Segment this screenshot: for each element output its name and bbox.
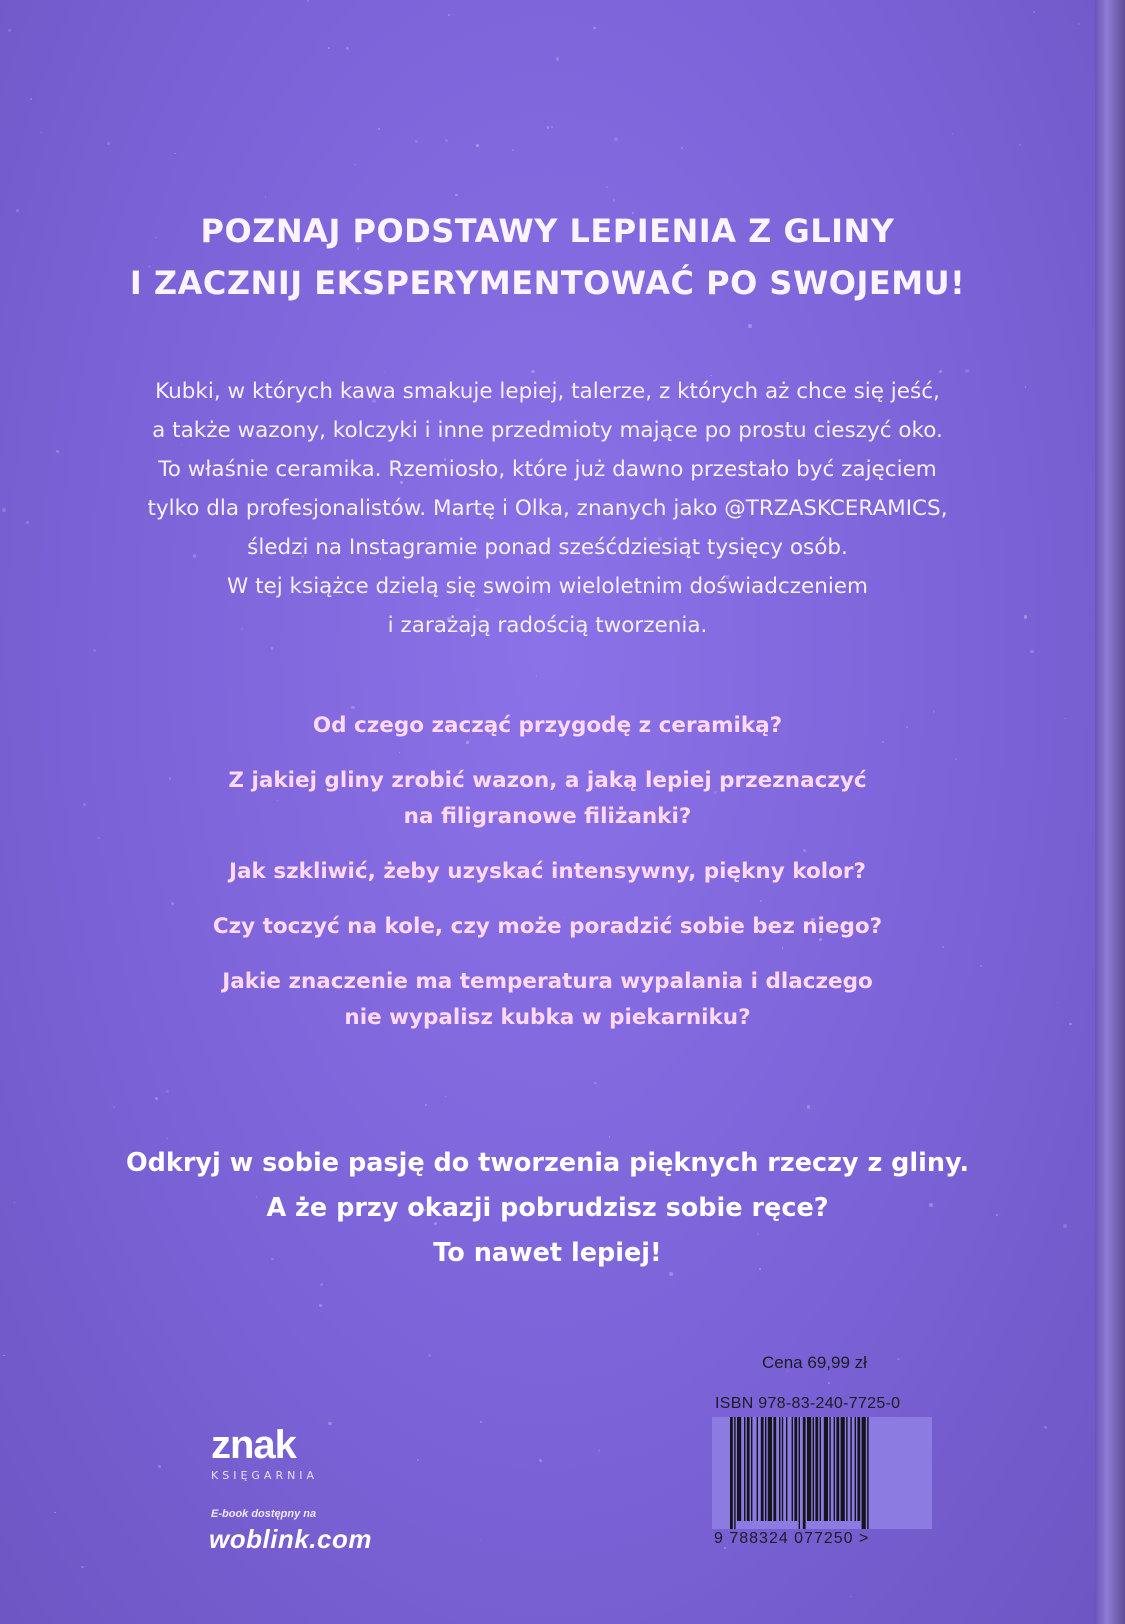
barcode-bar	[855, 1417, 856, 1521]
paper-speck	[417, 1459, 419, 1461]
barcode-bar	[744, 1417, 745, 1521]
closing-line: Odkryj w sobie pasję do tworzenia pięknych rzeczy z gliny.	[125, 1148, 970, 1178]
question-line: nie wypalisz kubka w piekarniku?	[344, 1005, 751, 1030]
question-line: na filigranowe filiżanki?	[403, 804, 692, 829]
paper-speck	[265, 196, 266, 197]
intro-line: Kubki, w których kawa smakuje lepiej, talerze, z których aż chce się jeść,	[155, 379, 940, 404]
question-item	[0, 763, 1095, 835]
paper-speck	[1033, 11, 1035, 13]
barcode-bar	[761, 1417, 764, 1521]
intro-line: śledzi na Instagramie ponad sześćdziesiąt tysięcy osób.	[247, 535, 848, 560]
paper-speck	[536, 675, 537, 676]
paper-speck	[681, 147, 683, 149]
ebook-note: E-book dostępny na	[211, 1508, 317, 1520]
barcode-bar	[737, 1417, 741, 1521]
paper-speck	[476, 144, 479, 147]
book-edge	[1095, 0, 1125, 1624]
paper-speck	[3, 1355, 5, 1357]
barcode	[712, 1417, 932, 1529]
paper-speck	[480, 1421, 483, 1424]
paper-speck	[174, 153, 175, 154]
barcode-bar	[813, 1417, 814, 1521]
barcode-bar	[734, 1417, 735, 1529]
intro-line: tylko dla profesjonalistów. Martę i Olka, znanych jako @TRZASKCERAMICS,	[147, 496, 948, 521]
barcode-bar	[846, 1417, 847, 1521]
paper-speck	[606, 186, 608, 188]
paper-speck	[598, 1449, 600, 1451]
barcode-bar	[867, 1417, 868, 1529]
paper-speck	[613, 199, 616, 202]
question-item	[0, 708, 1095, 744]
barcode-bar	[730, 1417, 733, 1529]
intro-line: To właśnie ceramika. Rzemiosło, które już dawno przestało być zajęciem	[158, 457, 937, 482]
headline	[0, 205, 1095, 309]
barcode-bar	[841, 1417, 845, 1521]
barcode-bar	[751, 1417, 752, 1521]
paper-speck	[113, 1106, 115, 1108]
closing-line: To nawet lepiej!	[433, 1238, 662, 1268]
barcode-bar	[773, 1417, 776, 1521]
question-item	[0, 854, 1095, 890]
paper-speck	[415, 140, 418, 143]
paper-speck	[158, 1465, 161, 1468]
question-line: Czy toczyć na kole, czy może poradzić sobie bez niego?	[212, 914, 883, 939]
barcode-bar	[765, 1417, 766, 1521]
barcode-bar	[747, 1417, 750, 1521]
intro-line: W tej książce dzielą się swoim wieloletnim doświadczeniem	[227, 574, 868, 599]
paper-speck	[155, 1097, 158, 1100]
paper-speck	[320, 1283, 323, 1286]
paper-speck	[748, 324, 751, 327]
paper-speck	[551, 126, 553, 128]
paper-speck	[614, 137, 618, 141]
barcode-bar	[857, 1417, 860, 1521]
paper-speck	[167, 1138, 168, 1139]
barcode-bar	[824, 1417, 828, 1521]
paper-speck	[445, 139, 448, 142]
barcode-bar	[779, 1417, 780, 1521]
paper-speck	[512, 149, 514, 151]
paper-speck	[1030, 650, 1034, 654]
paper-speck	[455, 194, 458, 197]
paper-speck	[346, 47, 349, 50]
barcode-bar	[768, 1417, 772, 1521]
paper-speck	[328, 47, 330, 49]
woblink-logo: woblink.com	[209, 1524, 372, 1554]
paper-speck	[30, 98, 32, 100]
paper-speck	[81, 1566, 83, 1568]
barcode-bar	[799, 1417, 800, 1529]
barcode-bar	[794, 1417, 797, 1521]
question-line: Jak szkliwić, żeby uzyskać intensywny, piękny kolor?	[229, 859, 866, 884]
barcode-bar	[820, 1417, 821, 1521]
barcode-bar	[807, 1417, 811, 1521]
paper-speck	[593, 27, 595, 29]
paper-speck	[807, 1105, 811, 1109]
paper-speck	[1019, 144, 1022, 147]
paper-speck	[828, 1382, 830, 1384]
barcode-bar	[829, 1417, 830, 1521]
publisher-logo	[211, 1425, 411, 1482]
paper-speck	[850, 1596, 851, 1597]
paper-speck	[594, 1082, 596, 1084]
paper-speck	[952, 133, 953, 134]
paper-speck	[319, 1304, 322, 1307]
intro-line: i zarażają radością tworzenia.	[387, 613, 708, 638]
intro-paragraph	[0, 372, 1095, 645]
paper-speck	[354, 164, 355, 165]
barcode-bar	[850, 1417, 851, 1521]
paper-speck	[425, 1104, 427, 1106]
paper-speck	[539, 1459, 542, 1462]
headline-line: POZNAJ PODSTAWY LEPIENIA Z GLINY	[200, 212, 895, 250]
price-label: Cena 69,99 zł	[762, 1353, 867, 1372]
question-list	[0, 708, 1095, 1055]
isbn-label: ISBN 978-83-240-7725-0	[715, 1395, 901, 1412]
paper-speck	[428, 1354, 431, 1357]
barcode-bar	[786, 1417, 787, 1521]
intro-line: a także wazony, kolczyki i inne przedmioty mające po prostu cieszyć oko.	[152, 418, 943, 443]
barcode-bar	[792, 1417, 793, 1521]
barcode-bar	[815, 1417, 818, 1521]
barcode-bar	[862, 1417, 866, 1529]
paper-speck	[448, 14, 450, 16]
question-line: Z jakiej gliny zrobić wazon, a jaką lepiej przeznaczyć	[228, 768, 867, 793]
barcode-bar	[782, 1417, 783, 1521]
barcode-bar	[834, 1417, 835, 1521]
barcode-bar	[836, 1417, 839, 1521]
barcode-digits: 9 788324 077250 >	[714, 1530, 870, 1547]
closing-line: A że przy okazji pobrudzisz sobie ręce?	[266, 1193, 829, 1223]
paper-speck	[54, 1512, 56, 1514]
paper-speck	[8, 29, 11, 32]
barcode-bars-icon	[730, 1417, 915, 1529]
paper-speck	[166, 1090, 169, 1093]
paper-speck	[480, 1539, 481, 1540]
headline-line: I ZACZNIJ EKSPERYMENTOWAĆ PO SWOJEMU!	[129, 264, 966, 302]
question-line: Od czego zacząć przygodę z ceramiką?	[312, 713, 783, 738]
paper-speck	[556, 57, 560, 61]
closing-statement	[0, 1141, 1095, 1276]
paper-speck	[609, 1136, 610, 1137]
paper-speck	[378, 128, 380, 130]
paper-speck	[547, 126, 549, 128]
question-item	[0, 964, 1095, 1036]
znak-logo-subtitle: KSIĘGARNIA	[211, 1469, 319, 1482]
paper-speck	[1044, 1426, 1046, 1428]
paper-speck	[307, 0, 309, 2]
paper-speck	[93, 649, 96, 652]
question-line: Jakie znaczenie ma temperatura wypalania i dlaczego	[222, 969, 873, 994]
paper-speck	[107, 142, 110, 145]
question-item	[0, 909, 1095, 945]
barcode-bar	[757, 1417, 758, 1521]
paper-speck	[445, 1096, 446, 1097]
paper-speck	[1078, 23, 1080, 25]
paper-speck	[271, 647, 273, 649]
znak-logo-text: znak	[211, 1423, 296, 1467]
paper-speck	[40, 132, 42, 134]
barcode-bar	[803, 1417, 806, 1529]
